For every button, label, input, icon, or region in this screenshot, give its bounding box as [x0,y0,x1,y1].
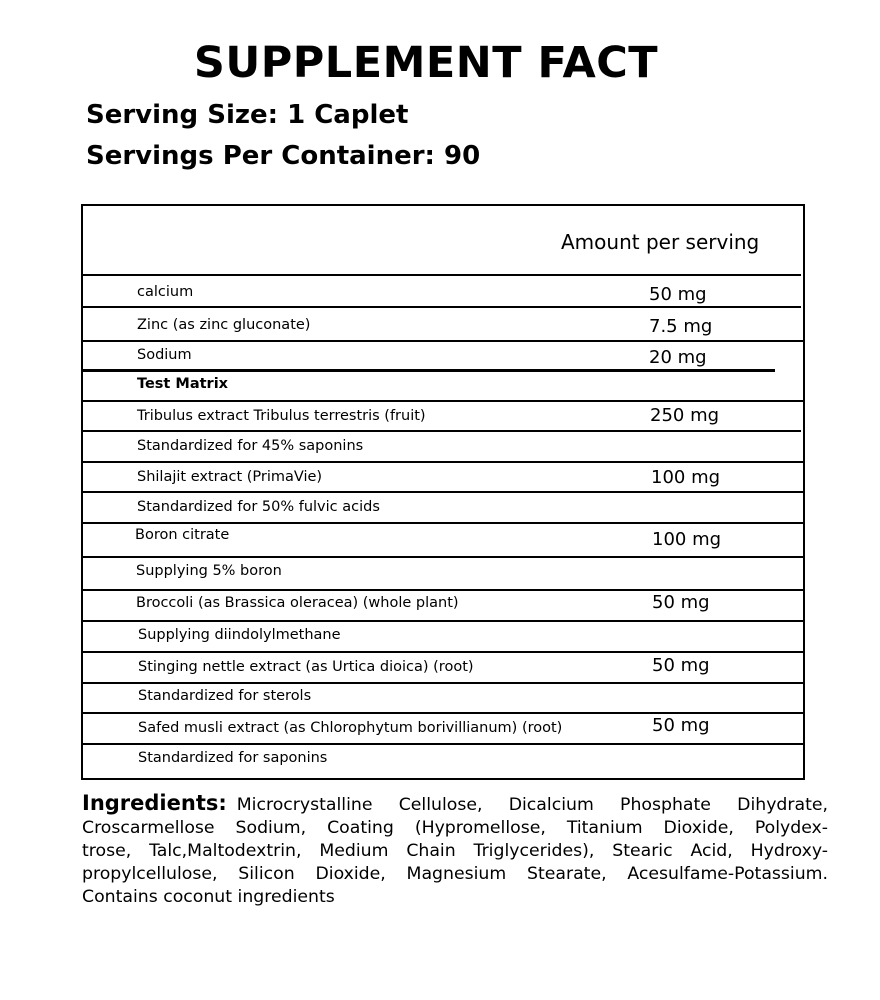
ingredients-line [82,792,828,817]
nutrient-label: Shilajit extract (PrimaVie) [137,469,323,485]
nutrient-label: Tribulus extract Tribulus terrestris (fruit) [137,408,426,424]
amount-value: 100 mg [651,467,721,488]
table-divider [83,651,803,653]
table-divider [83,589,803,591]
table-divider [83,430,801,432]
nutrient-label: Broccoli (as Brassica oleracea) (whole plant) [136,595,459,611]
nutrient-label: Zinc (as zinc gluconate) [137,317,311,333]
table-divider [83,620,803,622]
table-divider [83,743,803,745]
table-divider [83,274,801,276]
page-title: SUPPLEMENT FACT [193,38,659,88]
table-divider [83,522,803,524]
amount-value: 50 mg [652,592,710,613]
section-label: Test Matrix [137,376,229,392]
amount-value: 100 mg [652,529,722,550]
table-divider [83,461,803,463]
servings-per-container: Servings Per Container: 90 [86,141,481,171]
nutrient-label: Sodium [137,347,192,363]
nutrient-label: Safed musli extract (as Chlorophytum borivillianum) (root) [138,720,563,736]
amount-per-serving-header: Amount per serving [561,230,760,254]
table-divider [83,712,803,714]
supplement-facts-table [81,204,805,780]
serving-size: Serving Size: 1 Caplet [86,100,409,130]
ingredients-label: Ingredients: [82,791,227,815]
amount-value: 7.5 mg [649,316,713,337]
table-divider [83,491,803,493]
ingredients-line: Croscarmellose Sodium, Coating (Hypromellose, Titanium Dioxide, Polydex- [82,818,828,838]
amount-value: 50 mg [652,655,710,676]
nutrient-label: Stinging nettle extract (as Urtica dioica) (root) [138,659,474,675]
table-divider [83,400,803,402]
table-divider [83,306,801,308]
amount-value: 50 mg [649,284,707,305]
nutrient-label: Supplying 5% boron [136,563,282,579]
table-divider [83,369,775,372]
ingredients-line: propylcellulose, Silicon Dioxide, Magnesium Stearate, Acesulfame-Potassium. [82,864,828,884]
nutrient-label: Standardized for 45% saponins [137,438,364,454]
nutrient-label: Boron citrate [135,527,230,543]
ingredients-statement [82,792,828,909]
table-divider [83,682,803,684]
nutrient-label: Standardized for sterols [138,688,312,704]
nutrient-label: Standardized for saponins [138,750,328,766]
ingredients-text: Microcrystalline Cellulose, Dicalcium Phosphate Dihydrate, [236,795,828,815]
nutrient-label: calcium [137,284,194,300]
amount-value: 20 mg [649,347,707,368]
amount-value: 50 mg [652,715,710,736]
table-divider [83,556,803,558]
ingredients-line: trose, Talc,Maltodextrin, Medium Chain Triglycerides), Stearic Acid, Hydroxy- [82,841,828,861]
nutrient-label: Standardized for 50% fulvic acids [137,499,380,515]
ingredients-line: Contains coconut ingredients [82,887,335,907]
amount-value: 250 mg [650,405,720,426]
nutrient-label: Supplying diindolylmethane [138,627,341,643]
table-divider [83,340,803,342]
